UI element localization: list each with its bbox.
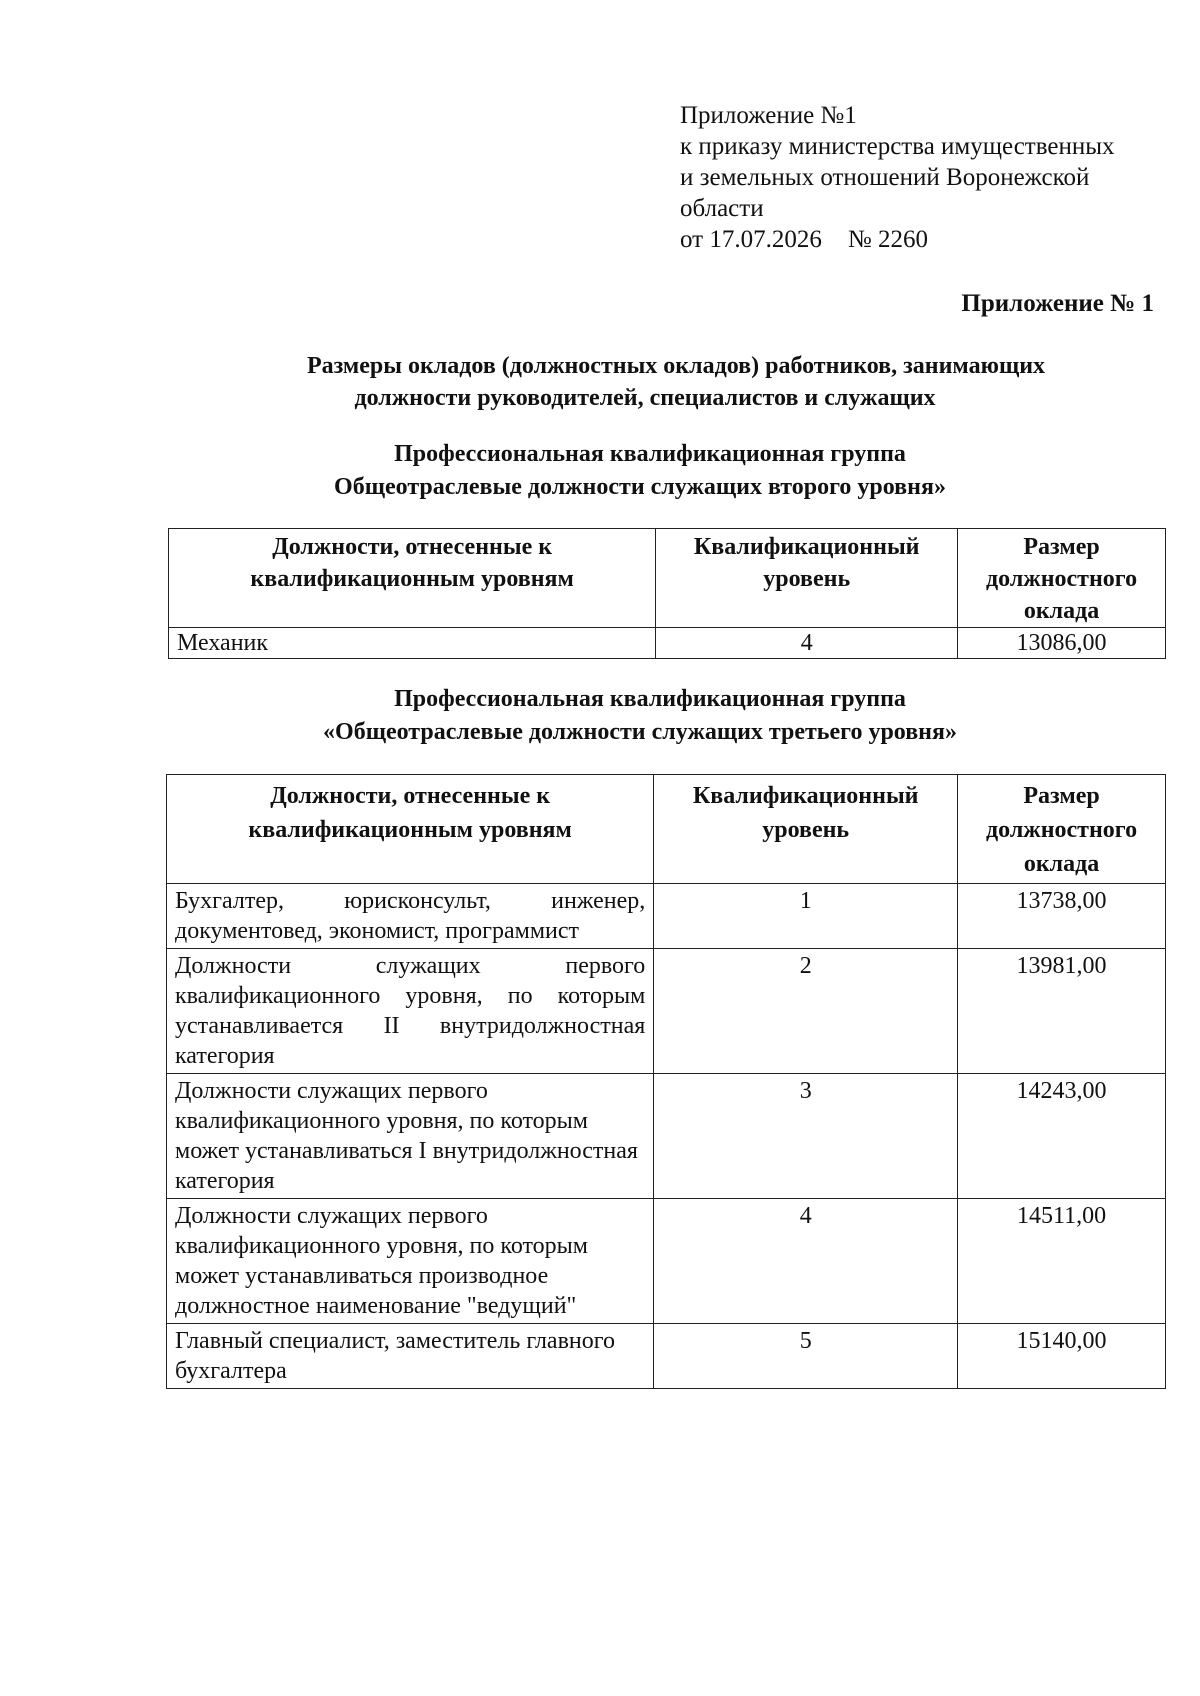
- table-row: [167, 949, 1166, 1074]
- table-row: [169, 628, 1166, 659]
- column-header-level: Квалификационный уровень: [656, 529, 958, 628]
- appendix-label: Приложение № 1: [961, 290, 1154, 317]
- group1-table: [168, 528, 1166, 659]
- level-cell: 1: [654, 884, 958, 949]
- order-reference-line: к приказу министерства имущественных: [680, 133, 1115, 160]
- order-reference-line: и земельных отношений Воронежской: [680, 164, 1090, 191]
- level-cell: 5: [654, 1324, 958, 1389]
- level-cell: 3: [654, 1074, 958, 1199]
- position-cell: Должности служащих первого квалификационного уровня, по которым устанавливается II внутридолжностная категория: [167, 949, 654, 1074]
- column-header-position: Должности, отнесенные к квалификационным уровням: [169, 529, 656, 628]
- appendix-reference: Приложение №1: [680, 102, 857, 129]
- salary-cell: 14243,00: [958, 1074, 1166, 1199]
- column-header-level: Квалификационный уровень: [654, 775, 958, 884]
- order-reference-line: области: [680, 195, 764, 222]
- position-cell: Должности служащих первого квалификационного уровня, по которым может устанавливаться производное должностное наименование "ведущий": [167, 1199, 654, 1324]
- column-header-salary: Размер должностного оклада: [958, 529, 1166, 628]
- group2-table: [166, 774, 1166, 1389]
- group2-heading: [0, 683, 1200, 749]
- order-number: № 2260: [847, 226, 928, 253]
- document-title: [0, 350, 1200, 414]
- salary-cell: 15140,00: [958, 1324, 1166, 1389]
- column-header-salary: Размер должностного оклада: [958, 775, 1166, 884]
- position-cell: Должности служащих первого квалификационного уровня, по которым может устанавливаться I внутридолжностная категория: [167, 1074, 654, 1199]
- order-reference-block: [680, 100, 1160, 255]
- salary-cell: 13086,00: [958, 628, 1166, 659]
- level-cell: 2: [654, 949, 958, 1074]
- column-header-position: Должности, отнесенные к квалификационным уровням: [167, 775, 654, 884]
- table-header-row: [167, 775, 1166, 884]
- document-title-line: должности руководителей, специалистов и служащих: [354, 385, 936, 411]
- document-title-line: Размеры окладов (должностных окладов) работников, занимающих: [306, 353, 1046, 379]
- level-cell: 4: [654, 1199, 958, 1324]
- table-row: [167, 884, 1166, 949]
- salary-cell: 13738,00: [958, 884, 1166, 949]
- group2-heading-line: Профессиональная квалификационная группа: [394, 686, 906, 712]
- group1-heading-line: Общеотраслевые должности служащих второго уровня»: [334, 474, 946, 500]
- salary-cell: 13981,00: [958, 949, 1166, 1074]
- position-cell: Механик: [169, 628, 656, 659]
- table-row: [167, 1199, 1166, 1324]
- group2-heading-line: «Общеотраслевые должности служащих третьего уровня»: [323, 719, 957, 745]
- position-cell: Главный специалист, заместитель главного бухгалтера: [167, 1324, 654, 1389]
- order-date-number: [680, 224, 1160, 255]
- table-row: [167, 1324, 1166, 1389]
- level-cell: 4: [656, 628, 958, 659]
- group1-heading: [0, 438, 1200, 504]
- position-cell: Бухгалтер, юрисконсульт, инженер, документовед, экономист, программист: [167, 884, 654, 949]
- order-date: от 17.07.2026: [680, 226, 822, 253]
- table-header-row: [169, 529, 1166, 628]
- table-row: [167, 1074, 1166, 1199]
- group1-heading-line: Профессиональная квалификационная группа: [394, 441, 906, 467]
- salary-cell: 14511,00: [958, 1199, 1166, 1324]
